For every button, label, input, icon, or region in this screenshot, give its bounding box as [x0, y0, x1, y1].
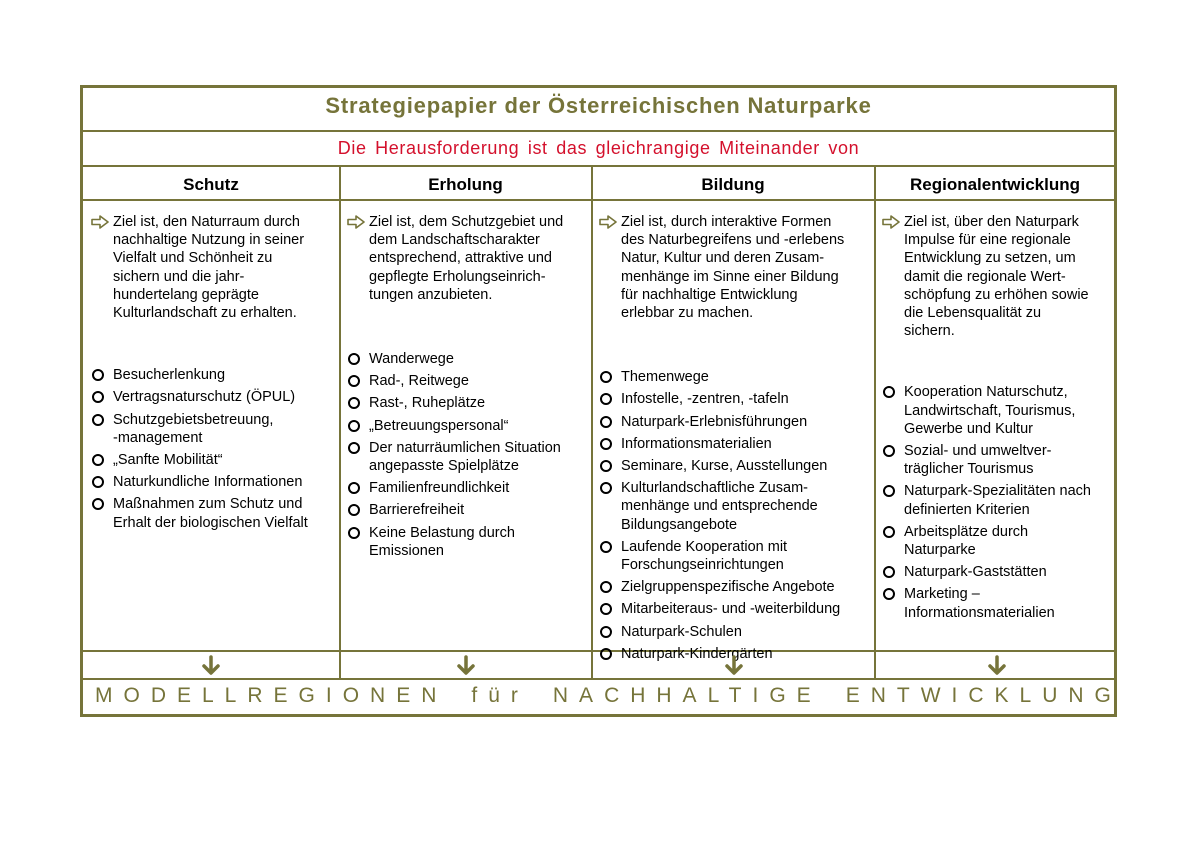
- circle-bullet-icon: [883, 566, 895, 578]
- column-divider: [591, 166, 593, 679]
- list-item: [597, 600, 873, 618]
- list-item: [880, 482, 1116, 518]
- circle-bullet-icon: [883, 485, 895, 497]
- list-item-line: Besucherlenkung: [113, 367, 226, 384]
- goal-line: Kulturlandschaft zu erhalten.: [113, 305, 297, 322]
- column-divider: [339, 166, 341, 679]
- list-item: [89, 451, 337, 469]
- down-arrow-icon: [723, 655, 745, 677]
- list-item-line: Naturpark-Schulen: [621, 623, 742, 640]
- circle-bullet-icon: [600, 541, 612, 553]
- list-item-line: Laufende Kooperation mit: [621, 538, 788, 555]
- list-item-line: Wanderwege: [369, 351, 454, 368]
- circle-bullet-icon: [600, 648, 612, 660]
- list-item: [597, 435, 873, 453]
- circle-bullet-icon: [348, 375, 360, 387]
- list-item: [597, 390, 873, 408]
- goal-line: des Naturbegreifens und -erlebens: [621, 232, 845, 249]
- divider: [83, 130, 1114, 132]
- list-item: [880, 523, 1116, 559]
- list-item-line: angepasste Spielplätze: [369, 458, 519, 475]
- goal-line: entsprechend, attraktive und: [369, 250, 552, 267]
- list-item-line: Naturpark-Erlebnisführungen: [621, 413, 808, 430]
- goal-line: Natur, Kultur und deren Zusam-: [621, 250, 825, 267]
- goal-text: [89, 213, 337, 322]
- list-item-line: Schutzgebietsbetreuung,: [113, 411, 274, 428]
- goal-line: menhänge im Sinne einer Bildung: [621, 268, 839, 285]
- column-header-schutz: Schutz: [183, 175, 239, 194]
- list-item: [89, 388, 337, 406]
- circle-bullet-icon: [348, 420, 360, 432]
- list-item-line: Landwirtschaft, Tourismus,: [904, 402, 1076, 419]
- list-item: [597, 479, 873, 534]
- circle-bullet-icon: [92, 369, 104, 381]
- list-item-line: Rast-, Ruheplätze: [369, 395, 486, 412]
- circle-bullet-icon: [600, 460, 612, 472]
- list-item-line: Naturkundliche Informationen: [113, 474, 303, 491]
- list-item: [345, 479, 589, 497]
- hollow-arrow-icon: [882, 215, 900, 229]
- circle-bullet-icon: [600, 416, 612, 428]
- circle-bullet-icon: [348, 527, 360, 539]
- circle-bullet-icon: [600, 581, 612, 593]
- circle-bullet-icon: [92, 414, 104, 426]
- list-item-line: Infostelle, -zentren, -tafeln: [621, 391, 789, 408]
- hollow-arrow-icon: [347, 215, 365, 229]
- list-item: [880, 563, 1116, 581]
- goal-line: Entwicklung zu setzen, um: [904, 250, 1076, 267]
- footer-word: NACHHALTIGE: [552, 684, 822, 707]
- list-item-line: Der naturräumlichen Situation: [369, 439, 561, 456]
- list-item-line: Naturpark-Kindergärten: [621, 645, 773, 662]
- circle-bullet-icon: [92, 454, 104, 466]
- goal-text: [597, 213, 873, 322]
- goal-text: [345, 213, 589, 304]
- measure-list: [345, 350, 589, 560]
- list-item: [880, 442, 1116, 478]
- circle-bullet-icon: [348, 482, 360, 494]
- goal-line: für nachhaltige Entwicklung: [621, 286, 798, 303]
- circle-bullet-icon: [883, 588, 895, 600]
- column-divider: [874, 166, 876, 679]
- list-item: [597, 457, 873, 475]
- goal-line: sichern und die jahr-: [113, 268, 245, 285]
- circle-bullet-icon: [92, 391, 104, 403]
- circle-bullet-icon: [883, 386, 895, 398]
- list-item-line: Seminare, Kurse, Ausstellungen: [621, 458, 828, 475]
- column-bildung: [597, 213, 873, 667]
- circle-bullet-icon: [92, 476, 104, 488]
- page-title: Strategiepapier der Österreichischen Naturparke: [325, 93, 872, 118]
- goal-line: dem Landschaftscharakter: [369, 232, 540, 249]
- circle-bullet-icon: [600, 603, 612, 615]
- goal-line: Vielfalt und Schönheit zu: [113, 250, 273, 267]
- list-item-line: Marketing –: [904, 586, 980, 603]
- circle-bullet-icon: [883, 445, 895, 457]
- list-item-line: menhänge und entsprechende: [621, 498, 818, 515]
- list-item: [345, 372, 589, 390]
- list-item-line: -management: [113, 429, 203, 446]
- circle-bullet-icon: [600, 482, 612, 494]
- list-item-line: Vertragsnaturschutz (ÖPUL): [113, 389, 296, 406]
- goal-line: Ziel ist, dem Schutzgebiet und: [369, 214, 564, 230]
- footer-word: für: [471, 684, 529, 707]
- list-item-line: Familienfreundlichkeit: [369, 480, 510, 497]
- column-header-bildung: Bildung: [701, 175, 765, 194]
- circle-bullet-icon: [600, 626, 612, 638]
- column-header-erholung: Erholung: [428, 175, 503, 194]
- list-item: [597, 538, 873, 574]
- list-item: [597, 578, 873, 596]
- column-schutz: [89, 213, 337, 536]
- circle-bullet-icon: [92, 498, 104, 510]
- column-header-regionalentwicklung: Regionalentwicklung: [909, 175, 1081, 194]
- divider: [83, 678, 1114, 680]
- list-item: [597, 368, 873, 386]
- strategy-table: [80, 85, 1122, 717]
- list-item-line: träglicher Tourismus: [904, 461, 1034, 478]
- list-item: [89, 366, 337, 384]
- list-item-line: Barrierefreiheit: [369, 502, 465, 519]
- circle-bullet-icon: [600, 393, 612, 405]
- down-arrow-icon: [986, 655, 1008, 677]
- list-item: [89, 473, 337, 491]
- list-item-line: Gewerbe und Kultur: [904, 420, 1033, 437]
- goal-line: damit die regionale Wert-: [904, 268, 1066, 285]
- list-item-line: Kulturlandschaftliche Zusam-: [621, 480, 808, 497]
- list-item: [345, 524, 589, 560]
- goal-line: die Lebensqualität zu: [904, 305, 1042, 322]
- column-erholung: [345, 213, 589, 564]
- goal-line: Impulse für eine regionale: [904, 232, 1071, 249]
- circle-bullet-icon: [348, 397, 360, 409]
- footer-word: MODELLREGIONEN: [95, 684, 448, 707]
- list-item-line: Naturpark-Spezialitäten nach: [904, 483, 1091, 500]
- goal-line: nachhaltige Nutzung in seiner: [113, 232, 305, 249]
- list-item-line: „Betreuungspersonal“: [369, 417, 509, 434]
- list-item: [597, 413, 873, 431]
- list-item-line: Informationsmaterialien: [904, 604, 1055, 621]
- list-item: [597, 623, 873, 641]
- goal-text: [880, 213, 1116, 340]
- list-item-line: definierten Kriterien: [904, 501, 1030, 518]
- list-item-line: Arbeitsplätze durch: [904, 523, 1029, 540]
- divider: [83, 165, 1114, 167]
- list-item-line: Maßnahmen zum Schutz und: [113, 496, 303, 513]
- divider: [83, 199, 1114, 201]
- list-item-line: Bildungsangebote: [621, 516, 738, 533]
- list-item-line: Zielgruppenspezifische Angebote: [621, 579, 835, 596]
- circle-bullet-icon: [600, 371, 612, 383]
- list-item-line: Mitarbeiteraus- und -weiterbildung: [621, 601, 841, 618]
- list-item-line: Naturparke: [904, 542, 976, 559]
- list-item-line: Themenwege: [621, 369, 709, 386]
- list-item: [89, 411, 337, 447]
- goal-line: Ziel ist, durch interaktive Formen: [621, 214, 832, 230]
- list-item: [89, 495, 337, 531]
- list-item: [880, 585, 1116, 621]
- list-item-line: Erhalt der biologischen Vielfalt: [113, 514, 308, 531]
- list-item-line: Rad-, Reitwege: [369, 373, 469, 390]
- list-item-line: Sozial- und umweltver-: [904, 443, 1052, 460]
- subtitle: Die Herausforderung ist das gleichrangige Miteinander von: [337, 138, 860, 158]
- goal-line: schöpfung zu erhöhen sowie: [904, 286, 1089, 303]
- goal-line: hundertelang geprägte: [113, 286, 259, 303]
- column-regionalentwicklung: [880, 213, 1116, 626]
- circle-bullet-icon: [348, 442, 360, 454]
- measure-list: [880, 383, 1116, 621]
- goal-line: erlebbar zu machen.: [621, 305, 754, 322]
- goal-line: Ziel ist, über den Naturpark: [904, 214, 1079, 230]
- list-item: [345, 417, 589, 435]
- list-item-line: „Sanfte Mobilität“: [113, 452, 223, 469]
- list-item: [345, 501, 589, 519]
- measure-list: [597, 368, 873, 663]
- list-item: [345, 394, 589, 412]
- list-item: [345, 439, 589, 475]
- list-item-line: Forschungseinrichtungen: [621, 557, 784, 574]
- hollow-arrow-icon: [599, 215, 617, 229]
- list-item-line: Informationsmaterialien: [621, 435, 772, 452]
- measure-list: [89, 366, 337, 532]
- hollow-arrow-icon: [91, 215, 109, 229]
- down-arrow-icon: [455, 655, 477, 677]
- down-arrow-icon: [200, 655, 222, 677]
- goal-line: Ziel ist, den Naturraum durch: [113, 214, 300, 230]
- circle-bullet-icon: [600, 438, 612, 450]
- footer-word: ENTWICKLUNG: [845, 684, 1122, 707]
- list-item: [880, 383, 1116, 438]
- list-item-line: Emissionen: [369, 542, 444, 559]
- goal-line: tungen anzubieten.: [369, 286, 493, 303]
- list-item: [345, 350, 589, 368]
- circle-bullet-icon: [348, 504, 360, 516]
- goal-line: gepflegte Erholungseinrich-: [369, 268, 546, 285]
- circle-bullet-icon: [348, 353, 360, 365]
- goal-line: sichern.: [904, 323, 955, 340]
- list-item-line: Naturpark-Gaststätten: [904, 564, 1047, 581]
- list-item-line: Kooperation Naturschutz,: [904, 384, 1068, 401]
- footer-slogan: [83, 684, 1122, 708]
- list-item-line: Keine Belastung durch: [369, 524, 515, 541]
- circle-bullet-icon: [883, 526, 895, 538]
